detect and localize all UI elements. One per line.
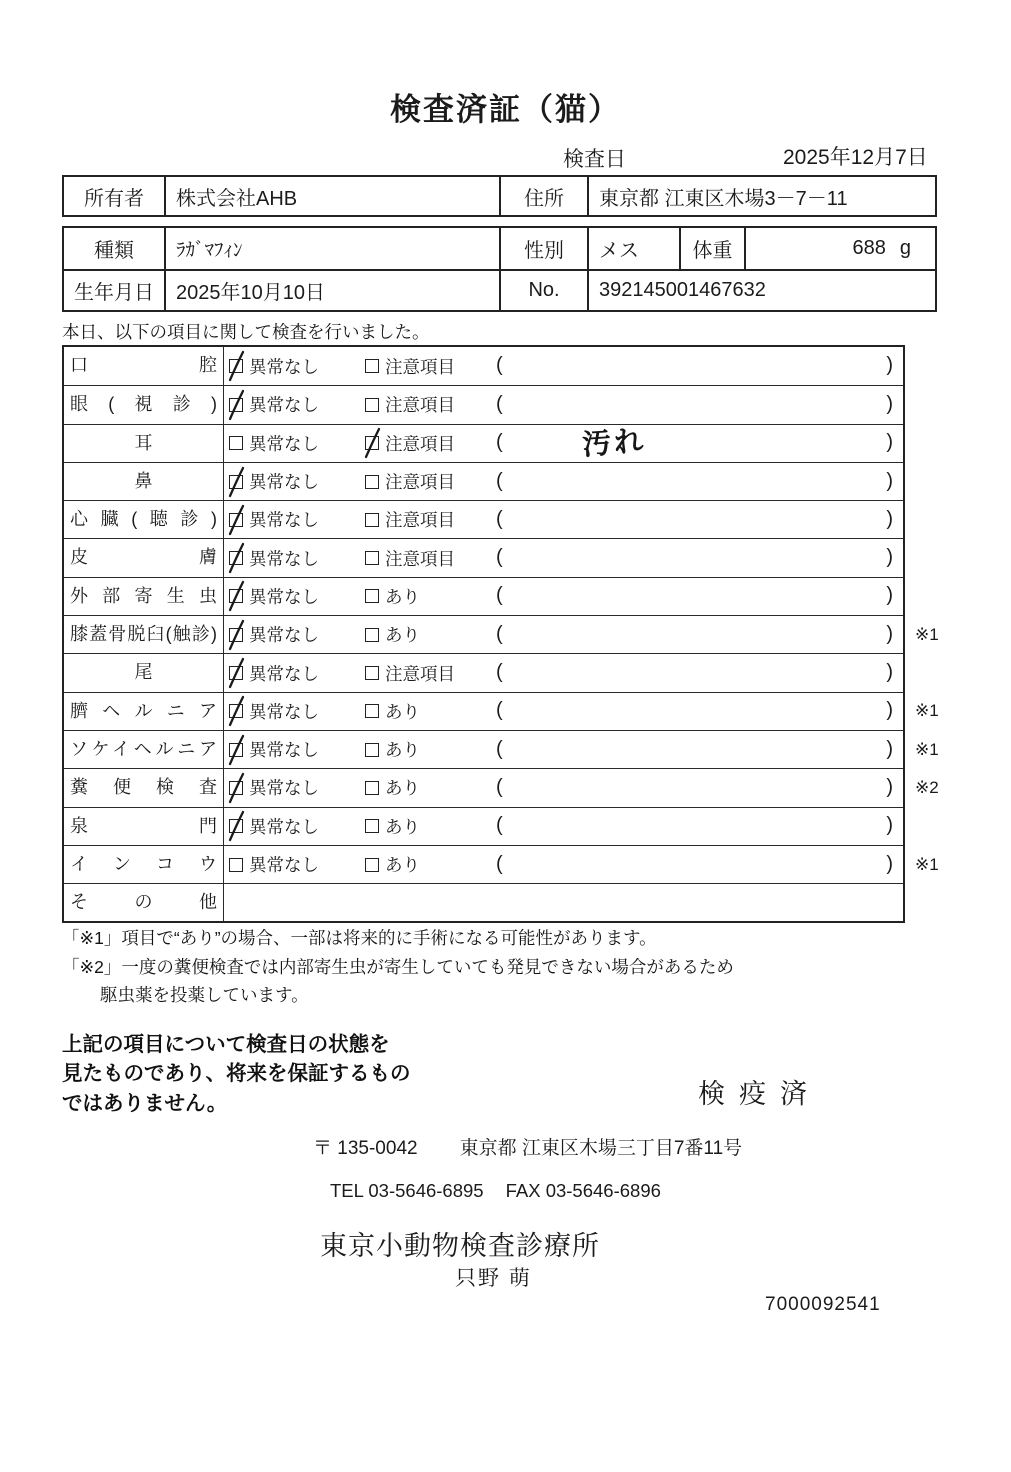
sex-label: 性別 [499,228,587,269]
exam-row-content [224,501,903,538]
check-mark-icon [226,657,247,689]
exam-option [229,347,319,385]
paren-close: ) [886,622,893,645]
exam-item-label: インコウ [64,846,224,883]
exam-item-label: 眼(視診) [64,386,224,423]
exam-option-label: 異常なし [249,701,319,722]
note-ref2-line2: 駆虫薬を投薬しています。 [100,985,309,1005]
checkbox-unchecked-icon [365,398,379,412]
paren-open: ( [496,622,503,645]
note-ref1: 「※1」項目で“あり”の場合、一部は将来的に手術になる可能性があります。 [62,928,657,948]
exam-option [229,693,319,730]
address-label: 住所 [499,177,587,215]
exam-item-label: 糞便検査 [64,769,224,806]
paren-open: ( [496,507,503,530]
exam-option [365,731,420,768]
exam-option-label: あり [385,701,420,722]
exam-item-label: 膝蓋骨脱臼(触診) [64,616,224,653]
tel-fax-line [330,1180,661,1202]
exam-row-content [224,539,903,576]
exam-row-content [224,846,903,883]
exam-option [365,846,420,883]
birth-row [64,269,935,310]
reference-mark: ※2 [915,777,939,797]
checkbox-checked-icon [229,513,243,527]
exam-option-label: 異常なし [249,356,319,377]
checkbox-unchecked-icon [229,436,243,450]
exam-row-content [224,884,903,921]
check-mark-icon [362,427,383,459]
handwritten-finding: 汚れ [581,425,648,462]
exam-option-label: 異常なし [249,740,319,761]
exam-item-label: 耳 [64,425,224,462]
exam-option [229,501,319,538]
checkbox-unchecked-icon [365,743,379,757]
exam-option-label: 異常なし [249,472,319,493]
exam-row [64,807,903,845]
exam-row [64,538,903,576]
exam-item-label: 外部寄生虫 [64,578,224,615]
paren-close: ) [886,507,893,530]
checkbox-checked-icon [229,704,243,718]
check-mark-icon [226,772,247,804]
check-mark-icon [226,389,247,421]
checkbox-checked-icon [229,666,243,680]
breed-row [64,228,935,269]
inspection-date-value: 2025年12月7日 [783,146,928,169]
fax-number: FAX 03-5646-6896 [505,1180,661,1201]
exam-row-content [224,693,903,730]
sex-value: メス [587,228,679,269]
exam-row [64,730,939,768]
intro-text: 本日、以下の項目に関して検査を行いました。 [62,322,430,342]
exam-option [229,386,319,423]
exam-row-content [224,616,903,653]
clinic-name: 東京小動物検査診療所 [320,1231,600,1261]
checkbox-unchecked-icon [365,666,379,680]
exam-option [365,769,420,806]
checkbox-checked-icon [229,819,243,833]
exam-option-label: 異常なし [249,510,319,531]
exam-item-label: 皮膚 [64,539,224,576]
check-mark-icon [226,504,247,536]
no-value: 392145001467632 [587,271,935,310]
exam-option-label: 異常なし [249,395,319,416]
exam-option-label: 注意項目 [385,510,455,531]
weight-unit: g [899,237,911,259]
examiner-name: 只野 萌 [455,1267,532,1290]
exam-item-label: 臍ヘルニア [64,693,224,730]
disclaimer-text [62,1030,411,1118]
exam-row-content [224,463,903,500]
disclaimer-line1: 上記の項目について検査日の状態を [62,1033,390,1056]
exam-option-label: あり [385,586,420,607]
exam-row [64,692,939,730]
paren-open: ( [496,775,503,798]
exam-row [64,347,903,385]
exam-option-label: 異常なし [249,625,319,646]
weight-value-cell [744,228,935,269]
exam-item-label: 口腔 [64,347,224,385]
paren-open: ( [496,469,503,492]
checkbox-unchecked-icon [365,475,379,489]
exam-row-content [224,425,903,462]
paren-close: ) [886,699,893,722]
breed-label: 種類 [94,240,134,262]
check-mark-icon [226,734,247,766]
exam-row-content [224,347,903,385]
exam-option [229,539,319,576]
exam-item-label: 鼻 [64,463,224,500]
exam-row [64,424,903,462]
check-mark-icon [226,695,247,727]
paren-close: ) [886,737,893,760]
paren-close: ) [886,469,893,492]
exam-option-label: 注意項目 [385,663,455,684]
checkbox-checked-icon [229,589,243,603]
exam-option-label: あり [385,778,420,799]
exam-option [229,731,319,768]
address-value: 東京都 江東区木場3－7－11 [587,177,935,215]
weight-label: 体重 [679,228,744,269]
check-mark-icon [226,810,247,842]
checkbox-checked-icon [229,781,243,795]
no-label: No. [499,271,587,310]
exam-option [229,654,319,691]
checkbox-unchecked-icon [229,858,243,872]
paren-open: ( [496,392,503,415]
checkbox-unchecked-icon [365,513,379,527]
tel-number: TEL 03-5646-6895 [330,1180,484,1201]
breed-value: ﾗｶﾞﾏﾌｨﾝ [164,228,499,269]
checkbox-unchecked-icon [365,819,379,833]
exam-option-label: 注意項目 [385,356,455,377]
paren-close: ) [886,775,893,798]
exam-option-label: 注意項目 [385,472,455,493]
exam-row-content [224,654,903,691]
exam-option [365,654,455,691]
paren-open: ( [496,546,503,569]
checkbox-checked-icon [229,628,243,642]
paren-open: ( [496,699,503,722]
reference-mark: ※1 [915,854,939,874]
paren-close: ) [886,392,893,415]
postal-code: 〒 135-0042 [313,1138,418,1159]
animal-info-table [62,226,937,312]
birth-label: 生年月日 [74,282,154,304]
checkbox-checked-icon [229,551,243,565]
paren-close: ) [886,661,893,684]
exam-row [64,768,939,806]
exam-option-label: あり [385,816,420,837]
exam-option-label: あり [385,740,420,761]
checkbox-unchecked-icon [365,704,379,718]
exam-row-content [224,386,903,423]
exam-option [365,386,455,423]
page-title: 検査済証（猫） [390,92,621,127]
checkbox-unchecked-icon [365,858,379,872]
exam-option [229,425,319,462]
exam-option [229,846,319,883]
exam-row [64,653,903,691]
exam-option-label: 異常なし [249,663,319,684]
exam-option [365,463,455,500]
exam-row-content [224,808,903,845]
disclaimer-line2: 見たものであり、将来を保証するもの [62,1062,411,1086]
exam-row [64,883,903,921]
exam-option [229,578,319,615]
exam-table [62,345,939,923]
reference-mark: ※1 [915,701,939,721]
exam-option [365,693,420,730]
exam-option-label: あり [385,625,420,646]
exam-item-label: ソケイヘルニア [64,731,224,768]
exam-row-content [224,731,903,768]
exam-row [64,462,903,500]
exam-row [64,845,939,883]
paren-open: ( [496,431,503,454]
exam-option [229,769,319,806]
weight-value: 688 [852,237,886,259]
exam-item-label: 尾 [64,654,224,691]
paren-open: ( [496,661,503,684]
inspection-date-label: 検査日 [563,148,626,171]
exam-row [64,615,939,653]
exam-option [365,616,420,653]
exam-option [365,501,455,538]
exam-option-label: 異常なし [249,816,319,837]
exam-row [64,385,903,423]
checkbox-checked-icon [229,398,243,412]
exam-option-label: 注意項目 [385,433,455,454]
checkbox-unchecked-icon [365,359,379,373]
paren-open: ( [496,814,503,837]
checkbox-unchecked-icon [365,589,379,603]
note-ref2-line1: 「※2」一度の糞便検査では内部寄生虫が寄生していても発見できない場合があるため [62,957,734,977]
exam-option-label: 注意項目 [385,548,455,569]
check-mark-icon [226,542,247,574]
reference-mark: ※1 [915,739,939,759]
serial-number: 7000092541 [765,1294,881,1315]
exam-option [365,578,420,615]
exam-option [229,808,319,845]
owner-row [64,177,935,215]
checkbox-checked-icon [229,359,243,373]
quarantine-stamp: 検疫済 [698,1079,821,1109]
exam-option [365,425,455,462]
check-mark-icon [226,466,247,498]
owner-value: 株式会社AHB [164,177,499,215]
owner-label: 所有者 [84,187,144,210]
exam-option [365,539,455,576]
checkbox-unchecked-icon [365,628,379,642]
paren-close: ) [886,584,893,607]
exam-row-content [224,769,903,806]
postal-address-line [313,1133,742,1160]
exam-row [64,577,903,615]
exam-item-label: その他 [64,884,224,921]
exam-option-label: 注意項目 [385,395,455,416]
paren-close: ) [886,431,893,454]
birth-value: 2025年10月10日 [164,271,499,310]
check-mark-icon [226,619,247,651]
exam-option-label: 異常なし [249,433,319,454]
checkbox-checked-icon [365,436,379,450]
check-mark-icon [226,580,247,612]
exam-option [365,347,455,385]
exam-option-label: あり [385,855,420,875]
disclaimer-line3: ではありません。 [62,1091,228,1115]
exam-item-label: 泉門 [64,808,224,845]
check-mark-icon [226,350,247,382]
exam-option-label: 異常なし [249,778,319,799]
owner-table [62,175,937,217]
checkbox-unchecked-icon [365,551,379,565]
checkbox-checked-icon [229,743,243,757]
exam-option-label: 異常なし [249,548,319,569]
checkbox-unchecked-icon [365,781,379,795]
exam-option [365,808,420,845]
street-address: 東京都 江東区木場三丁目7番11号 [459,1138,743,1159]
paren-open: ( [496,584,503,607]
exam-option [229,463,319,500]
paren-close: ) [886,546,893,569]
paren-open: ( [496,852,503,875]
paren-close: ) [886,852,893,875]
paren-open: ( [496,354,503,377]
checkbox-checked-icon [229,475,243,489]
exam-item-label: 心臓(聴診) [64,501,224,538]
exam-row-content [224,578,903,615]
paren-close: ) [886,354,893,377]
paren-open: ( [496,737,503,760]
exam-row [64,500,903,538]
reference-mark: ※1 [915,624,939,644]
exam-option-label: 異常なし [249,586,319,607]
exam-option [229,616,319,653]
exam-option-label: 異常なし [249,855,319,875]
paren-close: ) [886,814,893,837]
